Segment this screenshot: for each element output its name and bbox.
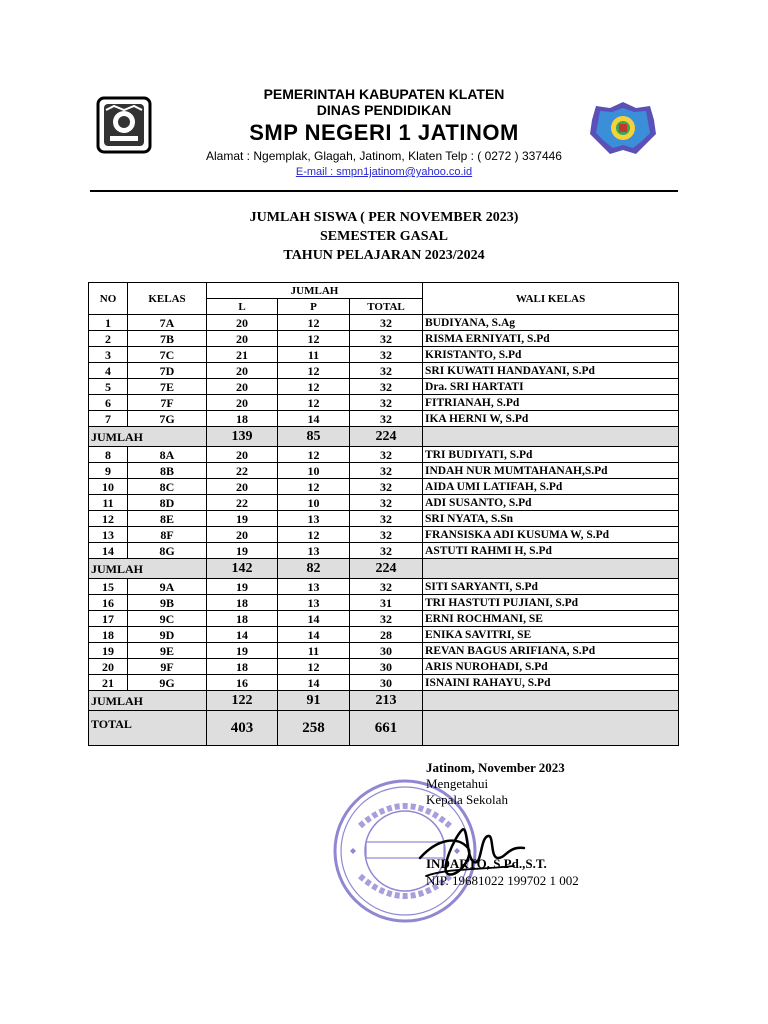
row-l: 22 (207, 495, 278, 511)
row-kelas: 7E (128, 379, 207, 395)
table-row (89, 479, 679, 495)
row-kelas: 8C (128, 479, 207, 495)
subtotal-row (89, 691, 679, 711)
row-l: 19 (207, 511, 278, 527)
table-row (89, 643, 679, 659)
row-no: 16 (89, 595, 128, 611)
school-name: SMP NEGERI 1 JATINOM (249, 120, 519, 145)
row-no: 7 (89, 411, 128, 427)
table-row (89, 675, 679, 691)
row-wali-kelas: SRI KUWATI HANDAYANI, S.Pd (423, 363, 679, 379)
row-p: 13 (278, 595, 350, 611)
header-kelas: KELAS (128, 283, 207, 315)
row-total: 32 (350, 463, 423, 479)
row-no: 21 (89, 675, 128, 691)
row-wali-kelas: TRI HASTUTI PUJIANI, S.Pd (423, 595, 679, 611)
row-kelas: 7G (128, 411, 207, 427)
row-wali-kelas: Dra. SRI HARTATI (423, 379, 679, 395)
row-no: 12 (89, 511, 128, 527)
table-row (89, 543, 679, 559)
table-row (89, 447, 679, 463)
table-row (89, 611, 679, 627)
row-wali-kelas: RISMA ERNIYATI, S.Pd (423, 331, 679, 347)
grand-total-p: 258 (278, 711, 350, 746)
row-l: 18 (207, 659, 278, 675)
table-row (89, 331, 679, 347)
row-no: 2 (89, 331, 128, 347)
row-total: 32 (350, 379, 423, 395)
row-p: 12 (278, 479, 350, 495)
row-no: 5 (89, 379, 128, 395)
subtotal-l: 142 (207, 559, 278, 579)
row-kelas: 7A (128, 315, 207, 331)
row-kelas: 9F (128, 659, 207, 675)
principal-nip: NIP. 19681022 199702 1 002 (426, 873, 579, 888)
table-row (89, 527, 679, 543)
row-wali-kelas: KRISTANTO, S.Pd (423, 347, 679, 363)
row-l: 18 (207, 611, 278, 627)
row-l: 16 (207, 675, 278, 691)
row-wali-kelas: FITRIANAH, S.Pd (423, 395, 679, 411)
report-title-line: JUMLAH SISWA ( PER NOVEMBER 2023) (249, 210, 519, 225)
row-p: 13 (278, 579, 350, 595)
subtotal-l: 122 (207, 691, 278, 711)
row-total: 32 (350, 411, 423, 427)
subtotal-label: JUMLAH (89, 427, 207, 447)
row-l: 20 (207, 527, 278, 543)
department-name: DINAS PENDIDIKAN (316, 102, 452, 118)
row-kelas: 7F (128, 395, 207, 411)
row-p: 14 (278, 675, 350, 691)
grand-total-label: TOTAL (89, 711, 207, 746)
row-l: 21 (207, 347, 278, 363)
row-wali-kelas: ERNI ROCHMANI, SE (423, 611, 679, 627)
row-total: 32 (350, 543, 423, 559)
row-wali-kelas: SRI NYATA, S.Sn (423, 511, 679, 527)
school-address: Alamat : Ngemplak, Glagah, Jatinom, Klaten Telp : ( 0272 ) 337446 (206, 149, 562, 163)
row-no: 19 (89, 643, 128, 659)
subtotal-label: JUMLAH (89, 691, 207, 711)
signature-date: Jatinom, November 2023 (426, 760, 565, 775)
row-p: 14 (278, 627, 350, 643)
signature-acknowledged: Mengetahui (426, 776, 489, 791)
row-l: 19 (207, 579, 278, 595)
row-no: 13 (89, 527, 128, 543)
row-wali-kelas: ISNAINI RAHAYU, S.Pd (423, 675, 679, 691)
row-l: 22 (207, 463, 278, 479)
row-kelas: 7C (128, 347, 207, 363)
row-wali-kelas: ASTUTI RAHMI H, S.Pd (423, 543, 679, 559)
row-no: 10 (89, 479, 128, 495)
row-l: 14 (207, 627, 278, 643)
table-row (89, 579, 679, 595)
subtotal-row (89, 427, 679, 447)
table-body (89, 315, 679, 746)
row-total: 32 (350, 315, 423, 331)
row-no: 1 (89, 315, 128, 331)
row-no: 11 (89, 495, 128, 511)
header-total: TOTAL (350, 299, 423, 315)
row-l: 20 (207, 447, 278, 463)
subtotal-p: 82 (278, 559, 350, 579)
row-total: 32 (350, 579, 423, 595)
row-total: 32 (350, 527, 423, 543)
row-p: 11 (278, 643, 350, 659)
row-l: 20 (207, 395, 278, 411)
subtotal-total: 224 (350, 427, 423, 447)
report-semester: SEMESTER GASAL (320, 229, 448, 244)
signature-position: Kepala Sekolah (426, 792, 508, 807)
row-kelas: 8G (128, 543, 207, 559)
row-p: 14 (278, 411, 350, 427)
row-total: 32 (350, 395, 423, 411)
row-kelas: 7D (128, 363, 207, 379)
table-row (89, 363, 679, 379)
row-total: 30 (350, 675, 423, 691)
row-p: 10 (278, 495, 350, 511)
row-p: 12 (278, 659, 350, 675)
row-l: 20 (207, 315, 278, 331)
row-no: 8 (89, 447, 128, 463)
row-kelas: 9G (128, 675, 207, 691)
row-p: 12 (278, 447, 350, 463)
row-total: 30 (350, 643, 423, 659)
report-title (0, 208, 768, 265)
row-no: 18 (89, 627, 128, 643)
header-no: NO (89, 283, 128, 315)
row-kelas: 9A (128, 579, 207, 595)
row-total: 31 (350, 595, 423, 611)
table-row (89, 595, 679, 611)
row-total: 32 (350, 331, 423, 347)
row-wali-kelas: FRANSISKA ADI KUSUMA W, S.Pd (423, 527, 679, 543)
letterhead (0, 80, 768, 190)
table-row (89, 463, 679, 479)
row-no: 17 (89, 611, 128, 627)
row-total: 32 (350, 611, 423, 627)
row-l: 20 (207, 331, 278, 347)
row-p: 12 (278, 331, 350, 347)
subtotal-label: JUMLAH (89, 559, 207, 579)
row-p: 11 (278, 347, 350, 363)
row-p: 13 (278, 511, 350, 527)
row-wali-kelas: REVAN BAGUS ARIFIANA, S.Pd (423, 643, 679, 659)
school-logo-icon (588, 100, 658, 156)
row-wali-kelas: SITI SARYANTI, S.Pd (423, 579, 679, 595)
row-p: 12 (278, 395, 350, 411)
row-kelas: 8F (128, 527, 207, 543)
row-total: 32 (350, 447, 423, 463)
table-row (89, 659, 679, 675)
school-email-link[interactable]: E-mail : smpn1jatinom@yahoo.co.id (295, 166, 473, 178)
row-p: 13 (278, 543, 350, 559)
table-row (89, 495, 679, 511)
row-l: 20 (207, 379, 278, 395)
row-total: 28 (350, 627, 423, 643)
header-wali-kelas: WALI KELAS (423, 283, 679, 315)
header-jumlah: JUMLAH (207, 283, 423, 299)
row-total: 32 (350, 347, 423, 363)
row-kelas: 9B (128, 595, 207, 611)
row-no: 15 (89, 579, 128, 595)
row-total: 32 (350, 479, 423, 495)
row-kelas: 8B (128, 463, 207, 479)
row-no: 20 (89, 659, 128, 675)
row-wali-kelas: BUDIYANA, S.Ag (423, 315, 679, 331)
row-wali-kelas: ENIKA SAVITRI, SE (423, 627, 679, 643)
report-school-year: TAHUN PELAJARAN 2023/2024 (283, 248, 485, 263)
row-no: 9 (89, 463, 128, 479)
grand-total-empty-cell (423, 711, 679, 746)
row-kelas: 9C (128, 611, 207, 627)
row-l: 18 (207, 595, 278, 611)
row-no: 14 (89, 543, 128, 559)
row-kelas: 8D (128, 495, 207, 511)
row-total: 32 (350, 363, 423, 379)
row-no: 3 (89, 347, 128, 363)
row-wali-kelas: ARIS NUROHADI, S.Pd (423, 659, 679, 675)
subtotal-total: 213 (350, 691, 423, 711)
grand-total-row (89, 711, 679, 746)
row-total: 32 (350, 495, 423, 511)
student-count-table (88, 282, 679, 746)
row-no: 4 (89, 363, 128, 379)
table-row (89, 395, 679, 411)
table-row (89, 347, 679, 363)
row-total: 32 (350, 511, 423, 527)
row-no: 6 (89, 395, 128, 411)
subtotal-p: 91 (278, 691, 350, 711)
row-wali-kelas: ADI SUSANTO, S.Pd (423, 495, 679, 511)
row-p: 12 (278, 379, 350, 395)
row-kelas: 8E (128, 511, 207, 527)
row-wali-kelas: AIDA UMI LATIFAH, S.Pd (423, 479, 679, 495)
table-row (89, 511, 679, 527)
row-l: 19 (207, 643, 278, 659)
klaten-regency-emblem-icon (96, 96, 152, 154)
table-row (89, 379, 679, 395)
handwritten-signature (418, 818, 528, 888)
row-kelas: 9D (128, 627, 207, 643)
row-p: 12 (278, 363, 350, 379)
row-kelas: 8A (128, 447, 207, 463)
row-l: 20 (207, 363, 278, 379)
grand-total-total: 661 (350, 711, 423, 746)
row-p: 12 (278, 315, 350, 331)
subtotal-empty-cell (423, 427, 679, 447)
header-p: P (278, 299, 350, 315)
row-kelas: 7B (128, 331, 207, 347)
row-wali-kelas: TRI BUDIYATI, S.Pd (423, 447, 679, 463)
row-total: 30 (350, 659, 423, 675)
row-p: 12 (278, 527, 350, 543)
subtotal-total: 224 (350, 559, 423, 579)
letterhead-text (150, 86, 618, 180)
table-row (89, 315, 679, 331)
letterhead-divider (90, 190, 678, 192)
row-p: 14 (278, 611, 350, 627)
subtotal-empty-cell (423, 559, 679, 579)
subtotal-empty-cell (423, 691, 679, 711)
subtotal-row (89, 559, 679, 579)
header-l: L (207, 299, 278, 315)
principal-name: INDARTO, S.Pd.,S.T. (426, 856, 547, 871)
row-wali-kelas: INDAH NUR MUMTAHANAH,S.Pd (423, 463, 679, 479)
table-row (89, 411, 679, 427)
row-l: 20 (207, 479, 278, 495)
row-kelas: 9E (128, 643, 207, 659)
signature-block (426, 760, 579, 888)
subtotal-l: 139 (207, 427, 278, 447)
table-row (89, 627, 679, 643)
row-l: 18 (207, 411, 278, 427)
row-l: 19 (207, 543, 278, 559)
row-wali-kelas: IKA HERNI W, S.Pd (423, 411, 679, 427)
grand-total-l: 403 (207, 711, 278, 746)
subtotal-p: 85 (278, 427, 350, 447)
government-name: PEMERINTAH KABUPATEN KLATEN (263, 86, 505, 102)
row-p: 10 (278, 463, 350, 479)
